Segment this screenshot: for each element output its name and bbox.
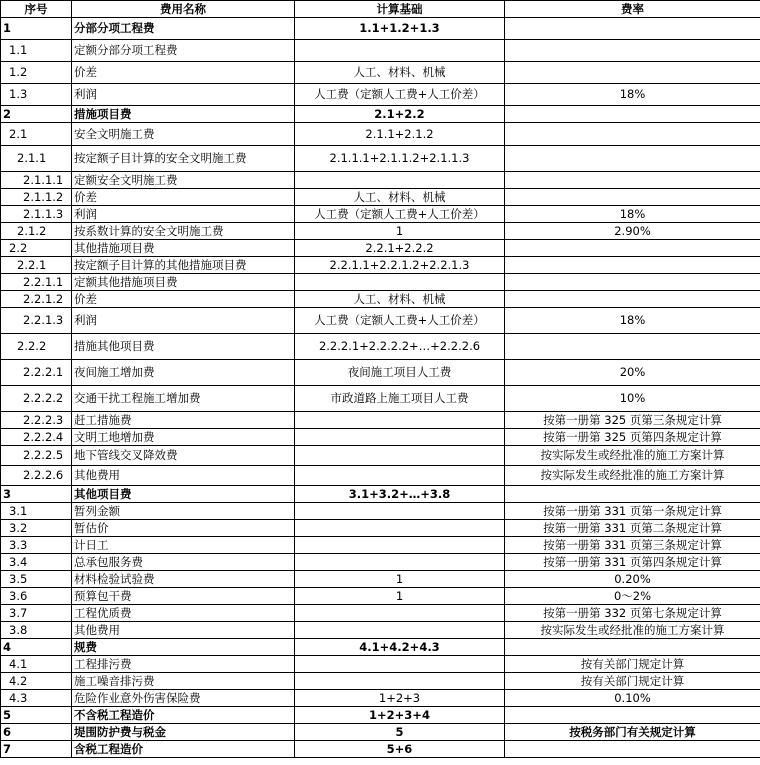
row-fee-name: 措施项目费: [72, 106, 295, 123]
row-fee-name: 其他措施项目费: [72, 240, 295, 257]
table-row: [1, 605, 760, 622]
row-calc-base: 人工、材料、机械: [295, 62, 505, 84]
table-row: [1, 537, 760, 554]
row-rate: 按实际发生或经批准的施工方案计算: [505, 466, 760, 486]
row-number: 4.3: [1, 690, 72, 707]
row-rate: [505, 62, 760, 84]
table-row: [1, 554, 760, 571]
row-calc-base: 2.1.1.1+2.1.1.2+2.1.1.3: [295, 146, 505, 172]
row-calc-base: 人工、材料、机械: [295, 291, 505, 308]
row-rate: 按有关部门规定计算: [505, 656, 760, 673]
table-row: [1, 639, 760, 656]
row-rate: 按第一册第 331 页第二条规定计算: [505, 520, 760, 537]
row-calc-base: [295, 537, 505, 554]
row-fee-name: 施工噪音排污费: [72, 673, 295, 690]
row-rate: [505, 40, 760, 62]
row-fee-name: 计日工: [72, 537, 295, 554]
row-number: 2.1.1.2: [1, 189, 72, 206]
table-row: [1, 172, 760, 189]
row-number: 3.6: [1, 588, 72, 605]
row-calc-base: 1+2+3+4: [295, 707, 505, 724]
header-no: 序号: [1, 1, 72, 18]
row-number: 3.3: [1, 537, 72, 554]
row-fee-name: 暂列金额: [72, 503, 295, 520]
row-calc-base: [295, 554, 505, 571]
row-fee-name: 工程优质费: [72, 605, 295, 622]
row-fee-name: 其他费用: [72, 466, 295, 486]
row-rate: 18%: [505, 206, 760, 223]
row-number: 2.2.2.1: [1, 360, 72, 386]
row-calc-base: [295, 622, 505, 639]
row-rate: [505, 639, 760, 656]
table-row: [1, 503, 760, 520]
table-row: [1, 240, 760, 257]
row-calc-base: 5+6: [295, 741, 505, 758]
row-calc-base: 2.2.2.1+2.2.2.2+…+2.2.2.6: [295, 334, 505, 360]
row-rate: [505, 741, 760, 758]
table-row: [1, 106, 760, 123]
row-rate: [505, 146, 760, 172]
header-base: 计算基础: [295, 1, 505, 18]
row-calc-base: 市政道路上施工项目人工费: [295, 386, 505, 412]
table-row: [1, 18, 760, 40]
row-rate: 20%: [505, 360, 760, 386]
row-fee-name: 材料检验试验费: [72, 571, 295, 588]
row-calc-base: [295, 446, 505, 466]
row-fee-name: 定额分部分项工程费: [72, 40, 295, 62]
row-fee-name: 价差: [72, 189, 295, 206]
row-rate: 按实际发生或经批准的施工方案计算: [505, 446, 760, 466]
table-row: [1, 446, 760, 466]
table-row: [1, 673, 760, 690]
table-row: [1, 622, 760, 639]
row-calc-base: 2.2.1.1+2.2.1.2+2.2.1.3: [295, 257, 505, 274]
row-rate: [505, 486, 760, 503]
row-number: 2.2.2.2: [1, 386, 72, 412]
row-fee-name: 含税工程造价: [72, 741, 295, 758]
row-fee-name: 预算包干费: [72, 588, 295, 605]
row-calc-base: 人工、材料、机械: [295, 189, 505, 206]
row-fee-name: 交通干扰工程施工增加费: [72, 386, 295, 412]
row-number: 2.2: [1, 240, 72, 257]
row-rate: 18%: [505, 308, 760, 334]
row-calc-base: 2.1+2.2: [295, 106, 505, 123]
table-row: [1, 466, 760, 486]
row-calc-base: 5: [295, 724, 505, 741]
row-number: 2.1.1.1: [1, 172, 72, 189]
row-calc-base: [295, 40, 505, 62]
row-fee-name: 价差: [72, 291, 295, 308]
row-calc-base: [295, 274, 505, 291]
table-row: [1, 741, 760, 758]
row-number: 4.1: [1, 656, 72, 673]
row-calc-base: 1: [295, 223, 505, 240]
row-rate: [505, 291, 760, 308]
row-fee-name: 堤围防护费与税金: [72, 724, 295, 741]
row-number: 2.2.1: [1, 257, 72, 274]
row-fee-name: 定额其他措施项目费: [72, 274, 295, 291]
row-number: 4.2: [1, 673, 72, 690]
table-row: [1, 257, 760, 274]
row-rate: [505, 334, 760, 360]
row-number: 6: [1, 724, 72, 741]
table-row: [1, 690, 760, 707]
table-row: [1, 62, 760, 84]
row-fee-name: 文明工地增加费: [72, 429, 295, 446]
header-name: 费用名称: [72, 1, 295, 18]
row-calc-base: 3.1+3.2+…+3.8: [295, 486, 505, 503]
table-row: [1, 40, 760, 62]
row-number: 3.7: [1, 605, 72, 622]
row-calc-base: [295, 605, 505, 622]
row-rate: [505, 240, 760, 257]
table-row: [1, 334, 760, 360]
row-number: 2.2.2.6: [1, 466, 72, 486]
row-calc-base: 2.1.1+2.1.2: [295, 123, 505, 146]
table-row: [1, 223, 760, 240]
row-rate: [505, 257, 760, 274]
table-row: [1, 429, 760, 446]
row-fee-name: 按定额子目计算的安全文明施工费: [72, 146, 295, 172]
row-calc-base: 人工费（定额人工费+人工价差）: [295, 206, 505, 223]
row-rate: 按第一册第 331 页第三条规定计算: [505, 537, 760, 554]
table-row: [1, 146, 760, 172]
row-calc-base: [295, 172, 505, 189]
row-calc-base: 1: [295, 571, 505, 588]
row-number: 2.1.1: [1, 146, 72, 172]
row-calc-base: [295, 656, 505, 673]
row-rate: [505, 18, 760, 40]
row-number: 3.5: [1, 571, 72, 588]
row-number: 2.2.2.4: [1, 429, 72, 446]
row-fee-name: 利润: [72, 84, 295, 106]
row-number: 3: [1, 486, 72, 503]
table-row: [1, 588, 760, 605]
row-fee-name: 赶工措施费: [72, 412, 295, 429]
table-row: [1, 520, 760, 537]
row-fee-name: 按定额子目计算的其他措施项目费: [72, 257, 295, 274]
row-number: 2.2.1.1: [1, 274, 72, 291]
row-fee-name: 安全文明施工费: [72, 123, 295, 146]
table-row: [1, 707, 760, 724]
row-number: 2.2.2.3: [1, 412, 72, 429]
row-rate: 按第一册第 331 页第四条规定计算: [505, 554, 760, 571]
row-rate: 按实际发生或经批准的施工方案计算: [505, 622, 760, 639]
table-row: [1, 724, 760, 741]
table-row: [1, 274, 760, 291]
row-calc-base: [295, 520, 505, 537]
row-rate: 按税务部门有关规定计算: [505, 724, 760, 741]
row-fee-name: 地下管线交叉降效费: [72, 446, 295, 466]
row-fee-name: 暂估价: [72, 520, 295, 537]
row-number: 1.3: [1, 84, 72, 106]
row-fee-name: 价差: [72, 62, 295, 84]
row-number: 1: [1, 18, 72, 40]
row-calc-base: [295, 429, 505, 446]
table-row: [1, 189, 760, 206]
row-calc-base: [295, 466, 505, 486]
row-number: 1.1: [1, 40, 72, 62]
row-rate: [505, 274, 760, 291]
row-fee-name: 定额安全文明施工费: [72, 172, 295, 189]
row-number: 1.2: [1, 62, 72, 84]
row-calc-base: 1+2+3: [295, 690, 505, 707]
row-calc-base: [295, 503, 505, 520]
header-row: [1, 1, 760, 18]
row-rate: 0.20%: [505, 571, 760, 588]
table-row: [1, 486, 760, 503]
row-fee-name: 利润: [72, 308, 295, 334]
header-rate: 费率: [505, 1, 760, 18]
row-rate: 按第一册第 332 页第七条规定计算: [505, 605, 760, 622]
table-row: [1, 84, 760, 106]
table-row: [1, 206, 760, 223]
row-calc-base: 人工费（定额人工费+人工价差）: [295, 84, 505, 106]
row-calc-base: [295, 673, 505, 690]
table-row: [1, 123, 760, 146]
row-rate: 按有关部门规定计算: [505, 673, 760, 690]
row-rate: 2.90%: [505, 223, 760, 240]
row-fee-name: 分部分项工程费: [72, 18, 295, 40]
row-rate: 18%: [505, 84, 760, 106]
table-row: [1, 386, 760, 412]
table-body: [1, 18, 760, 758]
row-fee-name: 措施其他项目费: [72, 334, 295, 360]
row-rate: [505, 172, 760, 189]
row-rate: [505, 123, 760, 146]
row-rate: [505, 707, 760, 724]
row-number: 2.2.1.3: [1, 308, 72, 334]
row-fee-name: 工程排污费: [72, 656, 295, 673]
row-fee-name: 其他费用: [72, 622, 295, 639]
row-calc-base: 夜间施工项目人工费: [295, 360, 505, 386]
row-number: 2.2.2: [1, 334, 72, 360]
row-rate: 按第一册第 331 页第一条规定计算: [505, 503, 760, 520]
row-rate: 10%: [505, 386, 760, 412]
row-rate: 0.10%: [505, 690, 760, 707]
row-fee-name: 规费: [72, 639, 295, 656]
row-calc-base: [295, 412, 505, 429]
table-row: [1, 291, 760, 308]
row-number: 3.2: [1, 520, 72, 537]
row-number: 2.1.2: [1, 223, 72, 240]
row-fee-name: 其他项目费: [72, 486, 295, 503]
row-rate: [505, 106, 760, 123]
row-calc-base: 4.1+4.2+4.3: [295, 639, 505, 656]
table-row: [1, 360, 760, 386]
table-row: [1, 308, 760, 334]
table-row: [1, 412, 760, 429]
row-fee-name: 总承包服务费: [72, 554, 295, 571]
row-rate: [505, 189, 760, 206]
row-number: 2.2.1.2: [1, 291, 72, 308]
table-row: [1, 656, 760, 673]
row-number: 2.1.1.3: [1, 206, 72, 223]
row-fee-name: 不含税工程造价: [72, 707, 295, 724]
row-number: 2.1: [1, 123, 72, 146]
row-number: 7: [1, 741, 72, 758]
table-row: [1, 571, 760, 588]
row-number: 3.1: [1, 503, 72, 520]
row-rate: 按第一册第 325 页第四条规定计算: [505, 429, 760, 446]
row-fee-name: 利润: [72, 206, 295, 223]
row-fee-name: 夜间施工增加费: [72, 360, 295, 386]
row-number: 2: [1, 106, 72, 123]
row-calc-base: 1: [295, 588, 505, 605]
row-rate: 按第一册第 325 页第三条规定计算: [505, 412, 760, 429]
row-number: 2.2.2.5: [1, 446, 72, 466]
row-calc-base: 2.2.1+2.2.2: [295, 240, 505, 257]
row-fee-name: 按系数计算的安全文明施工费: [72, 223, 295, 240]
row-number: 3.8: [1, 622, 72, 639]
row-number: 3.4: [1, 554, 72, 571]
row-rate: 0～2%: [505, 588, 760, 605]
row-fee-name: 危险作业意外伤害保险费: [72, 690, 295, 707]
row-number: 5: [1, 707, 72, 724]
row-calc-base: 人工费（定额人工费+人工价差）: [295, 308, 505, 334]
row-calc-base: 1.1+1.2+1.3: [295, 18, 505, 40]
row-number: 4: [1, 639, 72, 656]
